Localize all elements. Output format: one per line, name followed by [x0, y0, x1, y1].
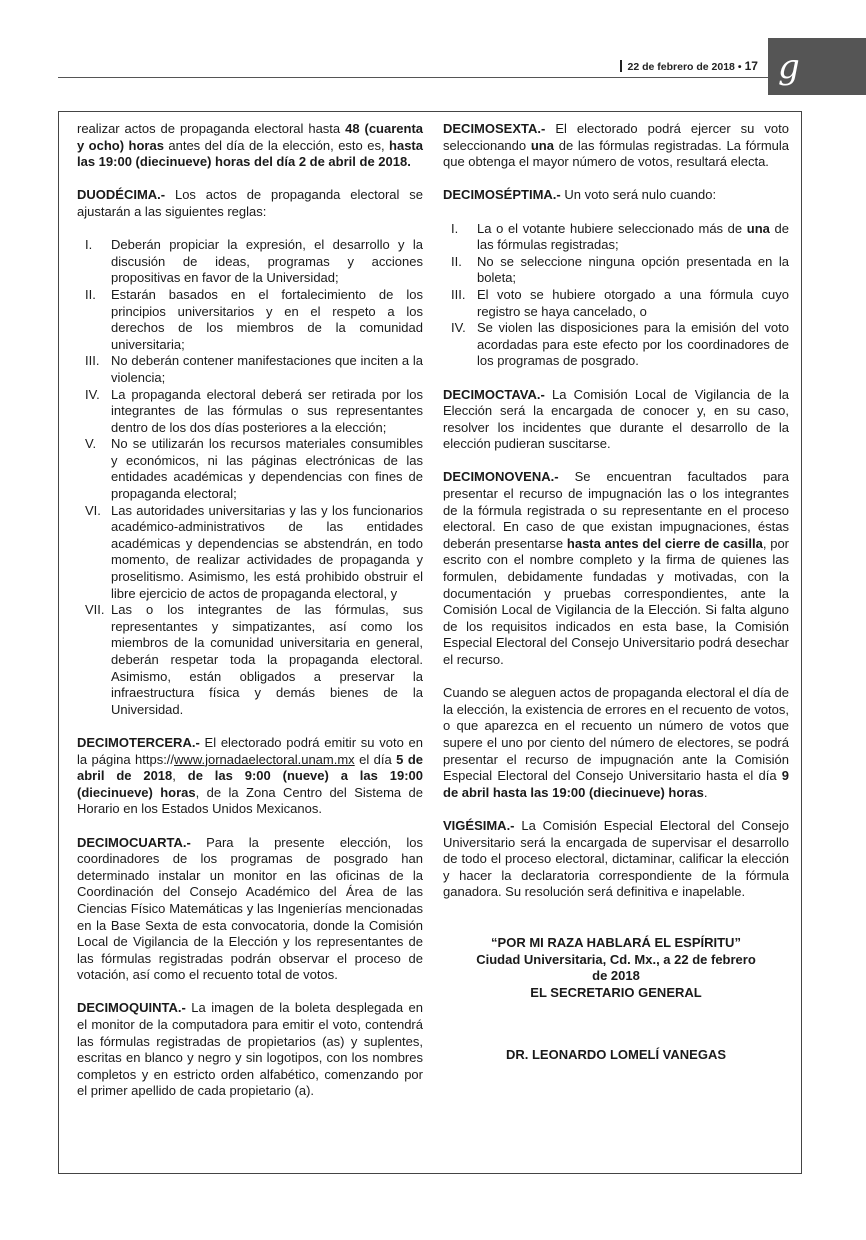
- signer-role: EL SECRETARIO GENERAL: [530, 984, 702, 1000]
- voting-website-link[interactable]: www.jornadaelectoral.unam.mx: [174, 751, 355, 767]
- list-item: III. No deberán contener manifestaciones que inciten a la violencia;: [85, 353, 423, 385]
- list-item: IV. Se violen las disposiciones para la emisión del voto acordadas para este efecto por los coordinadores de los programas de posgrado.: [451, 320, 789, 369]
- clause-decimocuarta: DECIMOCUARTA.- Para la presente elección, los coordinadores de los programas de posgrado han determinado instalar un monitor en las oficinas de la Coordinación del Consejo Académico del Área de las Ciencias Físico Matemáticas y las Ingenierías mencionadas en la Base Sexta de esta convocatoria, donde la Comisión Local de Vigilancia de la Elección y los representantes de las fórmulas registradas podrán observar el proceso de votación, así como el recuento total de votos.: [77, 834, 423, 983]
- clause-decimosexta: DECIMOSEXTA.- El electorado podrá ejercer su voto seleccionando una de las fórmulas registradas. La fórmula que obtenga el mayor número de votos, resultará electa.: [443, 121, 790, 170]
- motto: “POR MI RAZA HABLARÁ EL ESPÍRITU”: [491, 934, 741, 950]
- clause-title: DECIMOTERCERA.-: [77, 734, 200, 750]
- list-item: IV. La propaganda electoral deberá ser retirada por los integrantes de las fórmulas o sus representantes dentro de los dos días posteriores a la elección;: [85, 386, 423, 435]
- list-item: I. La o el votante hubiere seleccionado más de una de las fórmulas registradas;: [451, 220, 789, 253]
- gaceta-logo: [768, 38, 866, 95]
- clause-title: DECIMOCTAVA.-: [443, 386, 545, 402]
- list-item: I. Deberán propiciar la expresión, el desarrollo y la discusión de ideas, programas y acciones propositivas en favor de la Universidad;: [85, 237, 423, 286]
- clause-decimonovena: DECIMONOVENA.- Se encuentran facultados para presentar el recurso de impugnación las o los integrantes de la fórmula registrada o su representante en el proceso electoral. En caso de que existan impugnaciones, éstas deberán presentarse hasta antes del cierre de casilla, por escrito con el nombre completo y la firma de quienes las formulen, debidamente fundadas y motivadas, con la documentación y pruebas correspondientes, ante la Comisión Local de Vigilancia de la Elección. Si falta alguno de los requisitos indicados en esta base, la Comisión Especial Electoral del Consejo Universitario podrá desechar el recurso.: [443, 469, 790, 667]
- closing-block: [443, 935, 789, 1001]
- left-column: [77, 121, 423, 1117]
- clause-title: VIGÉSIMA.-: [443, 817, 515, 833]
- clause-title: DECIMOSEXTA.-: [443, 121, 546, 136]
- header-meta: [620, 59, 758, 73]
- clause-vigesima: VIGÉSIMA.- La Comisión Especial Electoral del Consejo Universitario será la encargada de supervisar el desarrollo de todo el proceso electoral, dictaminar, calificar la elección y hacer la declaratoria correspondiente de la fórmula ganadora. Su resolución será definitiva e inapelable.: [443, 817, 789, 900]
- header-separator: •: [737, 61, 742, 73]
- list-item: III. El voto se hubiere otorgado a una fórmula cuyo registro se haya cancelado, o: [451, 286, 789, 319]
- clause-duodecima: DUODÉCIMA.- Los actos de propaganda electoral se ajustarán a las siguientes reglas:: [77, 187, 423, 219]
- clause-decimoseptima: DECIMOSÉPTIMA.- Un voto será nulo cuando:: [443, 187, 717, 203]
- paragraph-continuation: realizar actos de propaganda electoral hasta 48 (cuarenta y ocho) horas antes del día de la elección, esto es, hasta las 19:00 (diecinueve) horas del día 2 de abril de 2018.: [77, 121, 424, 170]
- list-item: II. No se seleccione ninguna opción presentada en la boleta;: [451, 253, 789, 286]
- clause-decimoctava: DECIMOCTAVA.- La Comisión Local de Vigilancia de la Elección será la encargada de conocer y, en su caso, resolver los incidentes que durante el desarrollo de la elección pudieran suscitarse.: [443, 386, 789, 452]
- list-item: VII. Las o los integrantes de las fórmulas, sus representantes y simpatizantes, así como los miembros de la comunidad universitaria en general, deberán respetar toda la propaganda electoral. Asimismo, están obligados a preservar la infraestructura física y demás bienes de la Universidad.: [85, 602, 423, 717]
- clause-title: DECIMONOVENA.-: [443, 469, 559, 485]
- list-item: V. No se utilizarán los recursos materiales consumibles y económicos, ni las páginas electrónicas de las entidades académicas y dependencias con fines de propaganda electoral;: [85, 436, 423, 502]
- clause-decimoquinta: DECIMOQUINTA.- La imagen de la boleta desplegada en el monitor de la computadora para emitir el voto, contendrá las fórmulas registradas de propietarios (as) y suplentes, escritas en blanco y negro y sin logotipos, con los nombres completos y en estricto orden alfabético, comenzando por el primer apellido de cada propietario (a).: [77, 1000, 423, 1099]
- signer-name: DR. LEONARDO LOMELÍ VANEGAS: [505, 1047, 727, 1063]
- header-date: 22 de febrero de 2018: [627, 61, 735, 73]
- gaceta-logo-letter: g: [778, 46, 800, 87]
- clause-title: DUODÉCIMA.-: [77, 187, 166, 203]
- place-date-year: de 2018: [592, 968, 640, 984]
- header-bar: [620, 60, 622, 72]
- duodecima-rules-list: [77, 237, 423, 718]
- clause-title: DECIMOSÉPTIMA.-: [443, 187, 561, 203]
- list-item: II. Estarán basados en el fortalecimiento de los principios universitarios y en el respeto a los derechos de los miembros de la comunidad universitaria;: [85, 286, 423, 352]
- page-number: 17: [744, 59, 758, 73]
- right-column: [443, 121, 789, 1064]
- list-item: VI. Las autoridades universitarias y las y los funcionarios académico-administrativos de las entidades académicas y dependencias se abstendrán, en todo momento, de realizar actividades de propaganda y proselitismo. Asimismo, les está prohibido obstruir el libre ejercicio de actos de propaganda electoral, y: [85, 502, 423, 601]
- clause-title: DECIMOQUINTA.-: [77, 1000, 186, 1016]
- decimoseptima-null-vote-list: [443, 221, 789, 370]
- clause-title: DECIMOCUARTA.-: [77, 834, 191, 850]
- paragraph-cuando: Cuando se aleguen actos de propaganda electoral el día de la elección, la existencia de errores en el recuento de votos, o que aparezca en el recuento un número de votos que supere el uno por ciento del número de electores, se podrá presentar el recurso de impugnación ante la Comisión Especial Electoral del Consejo Universitario hasta el día 9 de abril hasta las 19:00 (diecinueve) horas.: [443, 685, 789, 800]
- clause-decimotercera: DECIMOTERCERA.- El electorado podrá emitir su voto en la página https://www.jornadaelectoral.unam.mx el día 5 de abril de 2018, de las 9:00 (nueve) a las 19:00 (diecinueve) horas, de la Zona Centro del Sistema de Horario en los Estados Unidos Mexicanos.: [77, 734, 424, 817]
- header-rule: [58, 77, 768, 78]
- place-date: Ciudad Universitaria, Cd. Mx., a 22 de febrero: [476, 951, 756, 967]
